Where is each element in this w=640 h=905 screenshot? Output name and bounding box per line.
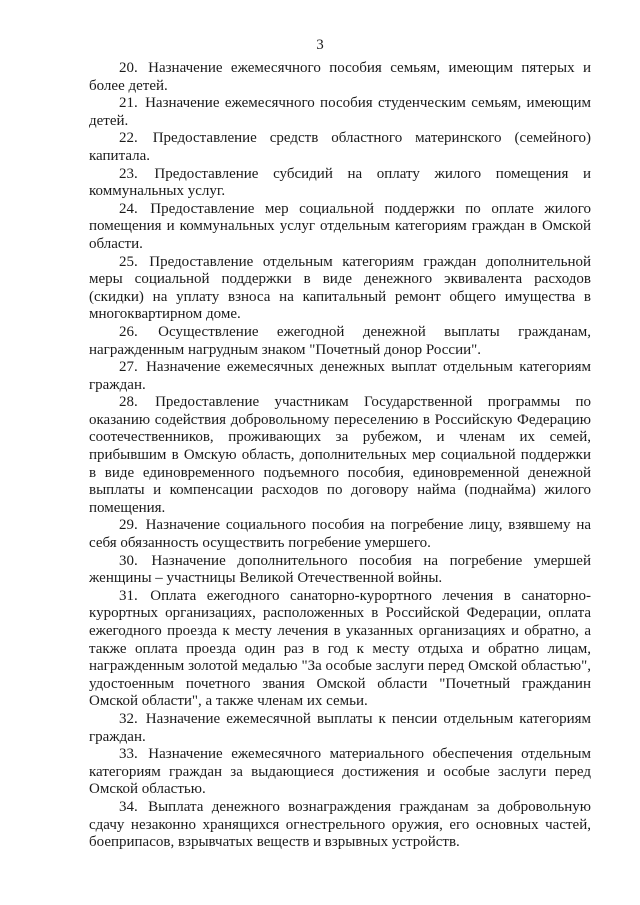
list-item — [89, 60, 591, 95]
item-number: 29. — [119, 517, 138, 534]
item-number: 33. — [119, 746, 138, 763]
item-number: 28. — [119, 394, 138, 411]
list-item — [89, 799, 591, 852]
list-item — [89, 746, 591, 799]
list-item — [89, 359, 591, 394]
item-number: 34. — [119, 798, 138, 815]
list-item — [89, 324, 591, 359]
item-text: Предоставление отдельным категориям граждан дополнительной меры социальной поддержки в виде денежного эквивалента расходов (скидки) на уплату взноса на капитальный ремонт общего имущества в многоквартирном доме. — [89, 253, 592, 323]
item-text: Предоставление участникам Государственной программы по оказанию содействия добровольному переселению в Российскую Федерацию соотечественников, проживающих за рубежом, и членам их семей, прибывшим в Омскую область, дополнительных мер социальной поддержки в виде единовременного подъемного пособия, единовременной денежной выплаты и компенсации расходов по договору найма (поднайма) жилого помещения. — [89, 394, 591, 516]
list-item — [89, 130, 591, 165]
item-text: Осуществление ежегодной денежной выплаты гражданам, награжденным нагрудным знаком "Почетный донор России". — [89, 323, 592, 358]
item-number: 25. — [119, 253, 138, 270]
list-item — [89, 517, 591, 552]
page-number: 3 — [316, 37, 324, 53]
list-item — [89, 588, 591, 711]
item-text: Назначение ежемесячного пособия студенческим семьям, имеющим детей. — [89, 95, 592, 129]
item-text: Назначение ежемесячной выплаты к пенсии отдельным категориям граждан. — [89, 710, 592, 745]
list-item — [89, 394, 591, 517]
item-text: Назначение ежемесячного пособия семьям, имеющим пятерых и более детей. — [89, 60, 591, 94]
list-item — [89, 711, 591, 746]
item-number: 31. — [119, 587, 138, 604]
list-item — [89, 201, 591, 254]
item-text: Предоставление мер социальной поддержки по оплате жилого помещения и коммунальных услуг отдельным категориям граждан в Омской области. — [89, 200, 592, 252]
item-text: Предоставление субсидий на оплату жилого помещения и коммунальных услуг. — [89, 165, 592, 200]
item-text: Предоставление средств областного материнского (семейного) капитала. — [89, 130, 591, 164]
list-item — [89, 254, 591, 324]
item-number: 20. — [119, 60, 138, 76]
item-text: Назначение ежемесячного материального обеспечения отдельным категориям граждан за выдающиеся достижения и особые заслуги перед Омской областью. — [89, 746, 591, 798]
item-number: 30. — [119, 552, 138, 569]
item-text: Выплата денежного вознаграждения гражданам за добровольную сдачу незаконно хранящихся огнестрельного оружия, его основных частей, боеприпасов, взрывчатых веществ и взрывных устройств. — [89, 798, 592, 851]
item-number: 27. — [119, 359, 138, 376]
item-number: 24. — [119, 200, 138, 217]
item-text: Назначение ежемесячных денежных выплат отдельным категориям граждан. — [89, 359, 591, 393]
list-item — [89, 553, 591, 588]
list-item — [89, 95, 591, 130]
list-item — [89, 166, 591, 201]
item-text: Оплата ежегодного санаторно-курортного лечения в санаторно-курортных организациях, расположенных в Российской Федерации, оплата ежегодного проезда к месту лечения в указанных организациях и обратно, а также оплата проезда один раз в год к месту отдыха и обратно лицам, награжденным золотой медалью "За особые заслуги перед Омской областью", удостоенным почетного звания Омской области "Почетный гражданин Омской области", а также членам их семьи. — [89, 587, 592, 710]
item-number: 26. — [119, 323, 138, 340]
item-text: Назначение социального пособия на погребение лицу, взявшему на себя обязанность осуществить погребение умершего. — [89, 517, 592, 552]
item-text: Назначение дополнительного пособия на погребение умершей женщины – участницы Великой Отечественной войны. — [89, 552, 591, 587]
item-number: 22. — [119, 130, 138, 147]
item-number: 21. — [119, 95, 138, 112]
item-number: 23. — [119, 165, 138, 182]
document-body — [89, 60, 591, 852]
item-number: 32. — [119, 710, 138, 727]
